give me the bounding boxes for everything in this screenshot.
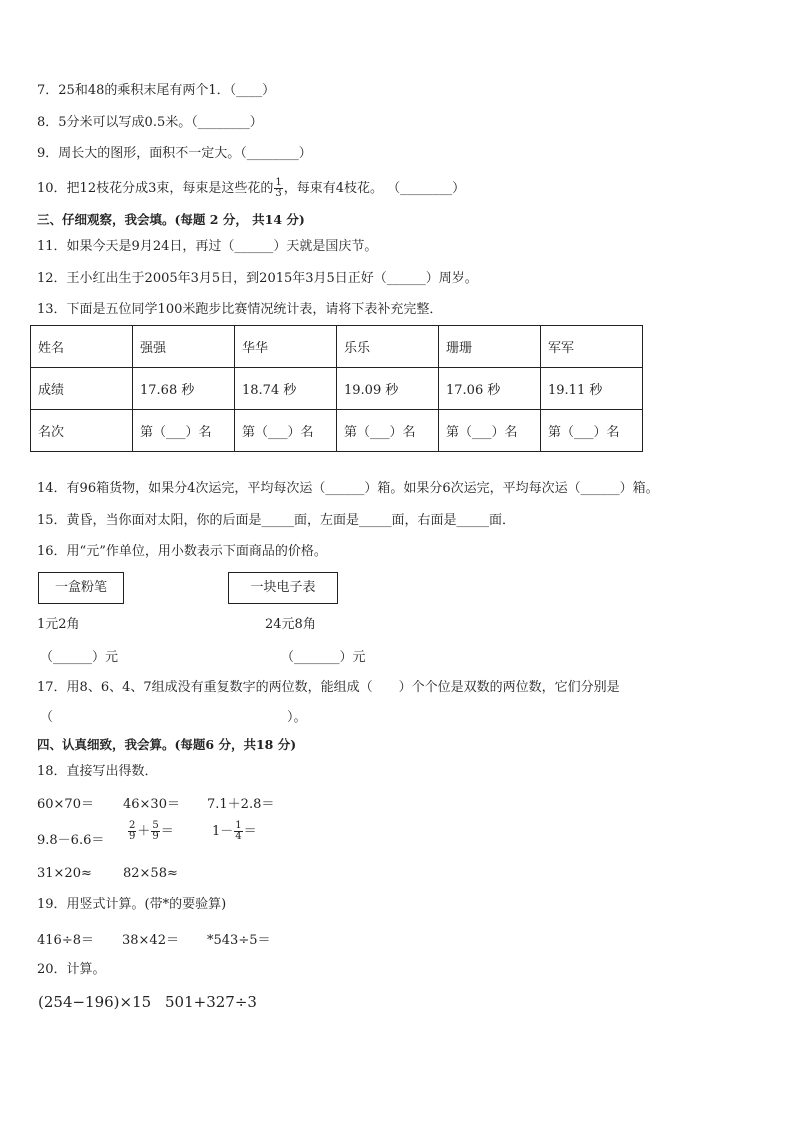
table-cell: 17.68 秒 xyxy=(133,368,235,410)
table-row xyxy=(31,368,643,410)
table-row xyxy=(31,326,643,368)
calc-46x30: 46×30＝ xyxy=(123,797,180,812)
table-row-header: 名次 xyxy=(31,410,133,452)
chalk-answer: （______）元 xyxy=(40,650,119,665)
question-15: 15．黄昏，当你面对太阳，你的后面是_____面，左面是_____面，右面是_____面． xyxy=(37,513,516,528)
q10-text-before: 10．把12枝花分成3束，每束是这些花的 xyxy=(37,181,274,196)
q10-text-after: ，每束有4枝花。 （________） xyxy=(283,181,466,196)
table-cell: 第（___）名 xyxy=(133,410,235,452)
question-9: 9．周长大的图形，面积不一定大。（________） xyxy=(37,146,312,161)
question-14: 14．有96箱货物，如果分4次运完，平均每次运（______）箱。如果分6次运完，平均每次运（______）箱。 xyxy=(37,481,659,496)
table-row-header: 成绩 xyxy=(31,368,133,410)
calc-one-minus-quarter: 1－ $\frac{1}{4}$ ＝ xyxy=(212,820,257,842)
watch-answer: （_______）元 xyxy=(281,650,366,665)
question-10 xyxy=(37,178,465,199)
question-12: 12．王小红出生于2005年3月5日，到2015年3月5日正好（______）周岁。 xyxy=(37,271,478,286)
question-7: 7．25和48的乘积末尾有两个1．（____） xyxy=(37,83,276,98)
question-8: 8．5分米可以写成0.5米。（________） xyxy=(37,115,263,130)
question-17-answer: （ ）。 xyxy=(40,710,307,725)
calc-82x58: 82×58≈ xyxy=(123,866,178,881)
section-3-heading: 三、仔细观察，我会填。(每题 2 分， 共14 分) xyxy=(37,212,305,227)
table-cell: 19.09 秒 xyxy=(337,368,439,410)
fraction-five-ninths: $\frac{5}{9}$ xyxy=(152,820,159,842)
calc-543-div-5: *543÷5＝ xyxy=(207,933,271,948)
race-results-table xyxy=(30,325,643,452)
table-row-header: 姓名 xyxy=(31,326,133,368)
table-cell: 19.11 秒 xyxy=(541,368,643,410)
table-cell: 18.74 秒 xyxy=(235,368,337,410)
table-cell: 第（___）名 xyxy=(235,410,337,452)
calc-38x42: 38×42＝ xyxy=(122,933,179,948)
table-cell: 珊珊 xyxy=(439,326,541,368)
calc-7-1-plus-2-8: 7.1＋2.8＝ xyxy=(207,797,275,812)
watch-price: 24元8角 xyxy=(265,617,316,632)
table-cell: 第（___）名 xyxy=(337,410,439,452)
calc-60x70: 60×70＝ xyxy=(37,797,94,812)
calc-expression-1: (254−196)×15 xyxy=(38,993,152,1011)
fraction-one-third: $\frac{1}{3}$ xyxy=(275,177,282,199)
calc-expression-2: 501+327÷3 xyxy=(165,993,257,1011)
fraction-two-ninths: $\frac{2}{9}$ xyxy=(129,820,136,842)
calc-9-8-minus-6-6: 9.8－6.6＝ xyxy=(37,833,105,848)
chalk-price: 1元2角 xyxy=(37,617,80,632)
question-20: 20．计算。 xyxy=(37,962,106,977)
table-cell: 军军 xyxy=(541,326,643,368)
table-cell: 强强 xyxy=(133,326,235,368)
table-cell: 17.06 秒 xyxy=(439,368,541,410)
table-cell: 第（___）名 xyxy=(439,410,541,452)
question-13: 13．下面是五位同学100米跑步比赛情况统计表，请将下表补充完整． xyxy=(37,302,443,317)
item-box-chalk: 一盒粉笔 xyxy=(38,572,124,604)
item-box-watch: 一块电子表 xyxy=(228,572,338,604)
question-19: 19．用竖式计算。(带*的要验算) xyxy=(37,897,227,912)
table-cell: 华华 xyxy=(235,326,337,368)
table-cell: 第（___）名 xyxy=(541,410,643,452)
table-cell: 乐乐 xyxy=(337,326,439,368)
fraction-one-quarter: $\frac{1}{4}$ xyxy=(235,820,242,842)
table-row xyxy=(31,410,643,452)
question-17: 17．用8、6、4、7组成没有重复数字的两位数，能组成（ ）个个位是双数的两位数，它们分别是 xyxy=(37,680,620,695)
question-18: 18．直接写出得数． xyxy=(37,764,158,779)
calc-31x20: 31×20≈ xyxy=(37,866,92,881)
section-4-heading: 四、认真细致，我会算。(每题6 分，共18 分) xyxy=(37,737,297,752)
calc-fraction-sum: $\frac{2}{9}$ ＋ $\frac{5}{9}$ ＝ xyxy=(129,820,174,842)
calc-416-div-8: 416÷8＝ xyxy=(37,933,94,948)
question-16: 16．用“元”作单位，用小数表示下面商品的价格。 xyxy=(37,544,327,559)
question-11: 11．如果今天是9月24日，再过（______）天就是国庆节。 xyxy=(37,239,378,254)
